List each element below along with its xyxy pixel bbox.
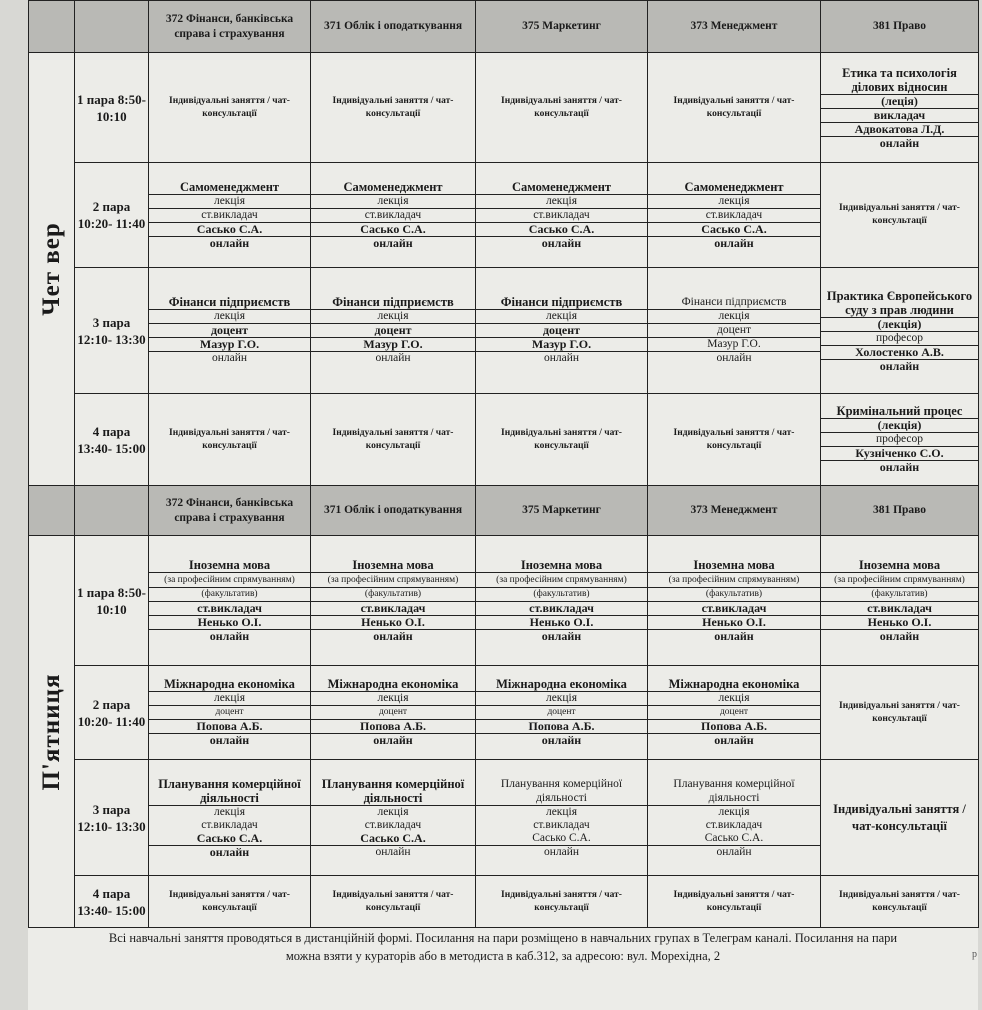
- lesson-type: (лекція): [821, 317, 978, 331]
- teacher-title: ст.викладач: [311, 601, 475, 615]
- elective-note: (факультатив): [149, 587, 310, 601]
- teacher-title: доцент: [311, 323, 475, 337]
- subject: Самоменеджмент: [179, 179, 280, 194]
- lesson-type: лекція: [476, 309, 647, 323]
- subject: Планування комерційної діяльності: [321, 776, 465, 805]
- class-cell: [821, 536, 979, 666]
- class-cell: [821, 53, 979, 163]
- friday-pair-3: [29, 760, 979, 876]
- pair-time: 4 пара 13:40- 15:00: [75, 876, 149, 928]
- class-cell: [311, 536, 476, 666]
- subject-note: (за професійним спрямуванням): [821, 572, 978, 587]
- teacher-name: Сасько С.А.: [532, 831, 591, 844]
- class-cell: [149, 268, 311, 394]
- pair-time: 3 пара 12:10- 13:30: [75, 268, 149, 394]
- individual-cell: Індивідуальні заняття / чат-консультації: [648, 53, 821, 163]
- teacher-title: доцент: [476, 323, 647, 337]
- margin-mark: р: [972, 949, 977, 960]
- subject: Фінанси підприємств: [500, 295, 623, 309]
- individual-cell: Індивідуальні заняття / чат-консультації: [648, 394, 821, 486]
- teacher-title: викладач: [821, 108, 978, 122]
- department-header: 371 Облік і оподаткування: [311, 1, 476, 53]
- lesson-type: лекція: [149, 309, 310, 323]
- lesson-type: лекція: [476, 691, 647, 705]
- teacher-name: Мазур Г.О.: [149, 337, 310, 351]
- subject: Фінанси підприємств: [332, 295, 454, 309]
- subject: Іноземна мова: [858, 557, 941, 572]
- lesson-type: лекція: [648, 805, 820, 819]
- subject: Етика та психологія ділових відносин: [842, 65, 957, 94]
- class-cell: [311, 760, 476, 876]
- lesson-type: лекція: [149, 194, 310, 208]
- lesson-type: (лекція): [821, 418, 978, 432]
- class-cell: [821, 394, 979, 486]
- lesson-type: лекція: [149, 691, 310, 705]
- subject: Міжнародна економіка: [496, 677, 627, 691]
- subject: Фінанси підприємств: [681, 296, 787, 308]
- lesson-type: (леція): [821, 94, 978, 108]
- subject-note: (за професійним спрямуванням): [476, 572, 647, 587]
- format: онлайн: [149, 845, 310, 859]
- teacher-name: Ненько О.І.: [648, 615, 820, 629]
- header-blank-cell: [75, 1, 149, 53]
- teacher-name: Попова А.Б.: [648, 719, 820, 733]
- format: онлайн: [311, 236, 475, 250]
- format: онлайн: [648, 236, 820, 250]
- lesson-type: лекція: [149, 805, 310, 819]
- day-label: Чет вер: [37, 222, 65, 316]
- subject: Планування комерційної діяльності: [158, 776, 301, 805]
- teacher-title: професор: [821, 331, 978, 345]
- teacher-name: Кузніченко С.О.: [821, 446, 978, 460]
- individual-cell: Індивідуальні заняття / чат-консультації: [149, 394, 311, 486]
- teacher-name: Холостенко А.В.: [821, 345, 978, 359]
- pair-time: 1 пара 8:50-10:10: [75, 536, 149, 666]
- subject: Планування комерційної діяльності: [500, 777, 623, 804]
- class-cell: [311, 666, 476, 760]
- teacher-name: Ненько О.І.: [821, 615, 978, 629]
- format: онлайн: [476, 351, 647, 365]
- teacher-name: Мазур Г.О.: [311, 337, 475, 351]
- individual-cell: Індивідуальні заняття / чат-консультації: [311, 876, 476, 928]
- header-row-friday: [29, 486, 979, 536]
- format: онлайн: [311, 733, 475, 747]
- class-cell: [476, 760, 648, 876]
- class-cell: [821, 268, 979, 394]
- teacher-name: Ненько О.І.: [476, 615, 647, 629]
- pair-time: 3 пара 12:10- 13:30: [75, 760, 149, 876]
- format: онлайн: [476, 733, 647, 747]
- footer-note: [28, 929, 978, 965]
- elective-note: (факультатив): [476, 587, 647, 601]
- teacher-title: професор: [821, 432, 978, 446]
- teacher-title: ст.викладач: [648, 601, 820, 615]
- lesson-type: лекція: [648, 691, 820, 705]
- pair-time: 2 пара 10:20- 11:40: [75, 163, 149, 268]
- lesson-type: лекція: [648, 309, 820, 323]
- class-cell: [648, 268, 821, 394]
- class-cell: [149, 760, 311, 876]
- format: онлайн: [149, 629, 310, 643]
- subject: Іноземна мова: [352, 557, 434, 572]
- teacher-title: ст.викладач: [648, 208, 820, 222]
- footer-line: можна взяти у кураторів або в методиста в каб.312, за адресою: вул. Морехідна, 2: [285, 949, 721, 963]
- teacher-name: Сасько С.А.: [476, 222, 647, 236]
- header-blank-cell: [29, 1, 75, 53]
- header-blank-cell: [75, 486, 149, 536]
- department-header: 372 Фінанси, банківська справа і страхування: [149, 1, 311, 53]
- class-cell: [476, 536, 648, 666]
- subject: Міжнародна економіка: [164, 677, 295, 691]
- teacher-title: доцент: [311, 705, 475, 719]
- format: онлайн: [149, 236, 310, 250]
- thursday-pair-1: [29, 53, 979, 163]
- teacher-name: Попова А.Б.: [476, 719, 647, 733]
- elective-note: (факультатив): [311, 587, 475, 601]
- teacher-title: ст.викладач: [476, 601, 647, 615]
- teacher-name: Ненько О.І.: [311, 615, 475, 629]
- department-header: 381 Право: [821, 1, 979, 53]
- footer-line: Всі навчальні заняття проводяться в дистанційній формі. Посилання на пари розміщено в навчальних групах в Телеграм каналі. Посилання на пари: [108, 931, 898, 945]
- day-label: П'ятниця: [37, 673, 65, 790]
- class-cell: [476, 163, 648, 268]
- department-header: 375 Маркетинг: [476, 1, 648, 53]
- subject: Самоменеджмент: [343, 179, 443, 194]
- elective-note: (факультатив): [648, 587, 820, 601]
- individual-cell: Індивідуальні заняття / чат-консультації: [476, 876, 648, 928]
- teacher-title: доцент: [476, 705, 647, 719]
- friday-pair-1: [29, 536, 979, 666]
- format: онлайн: [476, 845, 647, 859]
- teacher-name: Сасько С.А.: [149, 222, 310, 236]
- lesson-type: лекція: [648, 194, 820, 208]
- teacher-title: ст.викладач: [149, 601, 310, 615]
- subject-note: (за професійним спрямуванням): [648, 572, 820, 587]
- lesson-type: лекція: [311, 805, 475, 819]
- teacher-title: доцент: [149, 323, 310, 337]
- lesson-type: лекція: [311, 194, 475, 208]
- lesson-type: лекція: [311, 691, 475, 705]
- format: онлайн: [311, 629, 475, 643]
- individual-cell: Індивідуальні заняття / чат-консультації: [149, 876, 311, 928]
- format: онлайн: [648, 845, 820, 859]
- format: онлайн: [476, 236, 647, 250]
- subject: Іноземна мова: [520, 557, 603, 572]
- teacher-name: Мазур Г.О.: [476, 337, 647, 351]
- subject: Практика Європейського суду з прав людини: [826, 288, 973, 317]
- teacher-name: Сасько С.А.: [311, 222, 475, 236]
- class-cell: [311, 163, 476, 268]
- day-cell-thursday: [29, 53, 75, 486]
- class-cell: [476, 268, 648, 394]
- format: онлайн: [648, 733, 820, 747]
- teacher-name: Мазур Г.О.: [648, 337, 820, 351]
- teacher-title: ст.викладач: [364, 818, 422, 831]
- day-cell-friday: [29, 536, 75, 928]
- format: онлайн: [648, 351, 820, 365]
- teacher-title: ст.викладач: [533, 818, 590, 831]
- individual-cell: Індивідуальні заняття / чат-консультації: [821, 876, 979, 928]
- subject: Планування комерційної діяльності: [673, 777, 795, 804]
- header-blank-cell: [29, 486, 75, 536]
- format: онлайн: [149, 351, 310, 365]
- subject-note: (за професійним спрямуванням): [149, 572, 310, 587]
- individual-cell: Індивідуальні заняття / чат-консультації: [648, 876, 821, 928]
- subject: Міжнародна економіка: [327, 677, 459, 691]
- teacher-title: ст.викладач: [821, 601, 978, 615]
- teacher-title: доцент: [149, 705, 310, 719]
- individual-cell: Індивідуальні заняття / чат-консультації: [149, 53, 311, 163]
- format: онлайн: [311, 351, 475, 365]
- individual-cell: Індивідуальні заняття / чат-консультації: [821, 163, 979, 268]
- lesson-type: лекція: [476, 805, 647, 819]
- class-cell: [648, 666, 821, 760]
- format: онлайн: [149, 733, 310, 747]
- thursday-pair-4: [29, 394, 979, 486]
- format: онлайн: [821, 460, 978, 474]
- teacher-name: Сасько С.А.: [196, 830, 263, 845]
- format: онлайн: [476, 629, 647, 643]
- pair-time: 4 пара 13:40- 15:00: [75, 394, 149, 486]
- thursday-pair-3: [29, 268, 979, 394]
- department-header: 371 Облік і оподаткування: [311, 486, 476, 536]
- class-cell: [648, 760, 821, 876]
- teacher-name: Сасько С.А.: [648, 222, 820, 236]
- class-cell: [311, 268, 476, 394]
- teacher-title: ст.викладач: [149, 208, 310, 222]
- teacher-title: доцент: [648, 705, 820, 719]
- format: онлайн: [821, 136, 978, 150]
- teacher-name: Ненько О.І.: [149, 615, 310, 629]
- subject: Іноземна мова: [693, 557, 775, 572]
- schedule-sheet: [28, 0, 978, 1010]
- teacher-name: Сасько С.А.: [704, 831, 764, 844]
- individual-cell: Індивідуальні заняття / чат-консультації: [311, 394, 476, 486]
- department-header: 375 Маркетинг: [476, 486, 648, 536]
- pair-time: 1 пара 8:50-10:10: [75, 53, 149, 163]
- teacher-name: Попова А.Б.: [149, 719, 310, 733]
- class-cell: [476, 666, 648, 760]
- department-header: 372 Фінанси, банківська справа і страхування: [149, 486, 311, 536]
- class-cell: [149, 666, 311, 760]
- elective-note: (факультатив): [821, 587, 978, 601]
- department-header: 381 Право: [821, 486, 979, 536]
- format: онлайн: [821, 629, 978, 643]
- pair-time: 2 пара 10:20- 11:40: [75, 666, 149, 760]
- teacher-title: ст.викладач: [201, 818, 258, 831]
- teacher-name: Попова А.Б.: [311, 719, 475, 733]
- friday-pair-4: [29, 876, 979, 928]
- class-cell: [648, 163, 821, 268]
- schedule-table: [28, 0, 979, 928]
- teacher-title: ст.викладач: [476, 208, 647, 222]
- individual-cell: Індивідуальні заняття / чат-консультації: [311, 53, 476, 163]
- friday-pair-2: [29, 666, 979, 760]
- individual-cell: Індивідуальні заняття / чат-консультації: [476, 394, 648, 486]
- class-cell: [149, 163, 311, 268]
- subject-note: (за професійним спрямуванням): [311, 572, 475, 587]
- lesson-type: лекція: [476, 194, 647, 208]
- lesson-type: лекція: [311, 309, 475, 323]
- individual-cell: Індивідуальні заняття / чат-консультації: [821, 760, 979, 876]
- format: онлайн: [311, 845, 475, 859]
- subject: Кримінальний процес: [836, 404, 963, 418]
- subject: Іноземна мова: [188, 557, 271, 572]
- subject: Фінанси підприємств: [168, 295, 291, 309]
- header-row-thursday: [29, 1, 979, 53]
- department-header: 373 Менеджмент: [648, 486, 821, 536]
- class-cell: [648, 536, 821, 666]
- teacher-title: доцент: [648, 323, 820, 337]
- teacher-name: Адвокатова Л.Д.: [821, 122, 978, 136]
- department-header: 373 Менеджмент: [648, 1, 821, 53]
- format: онлайн: [648, 629, 820, 643]
- teacher-title: ст.викладач: [705, 818, 763, 831]
- teacher-name: Сасько С.А.: [360, 830, 426, 845]
- class-cell: [149, 536, 311, 666]
- individual-cell: Індивідуальні заняття / чат-консультації: [476, 53, 648, 163]
- thursday-pair-2: [29, 163, 979, 268]
- format: онлайн: [821, 359, 978, 373]
- subject: Самоменеджмент: [684, 179, 784, 194]
- subject: Самоменеджмент: [511, 179, 612, 194]
- individual-cell: Індивідуальні заняття / чат-консультації: [821, 666, 979, 760]
- subject: Міжнародна економіка: [668, 677, 800, 691]
- teacher-title: ст.викладач: [311, 208, 475, 222]
